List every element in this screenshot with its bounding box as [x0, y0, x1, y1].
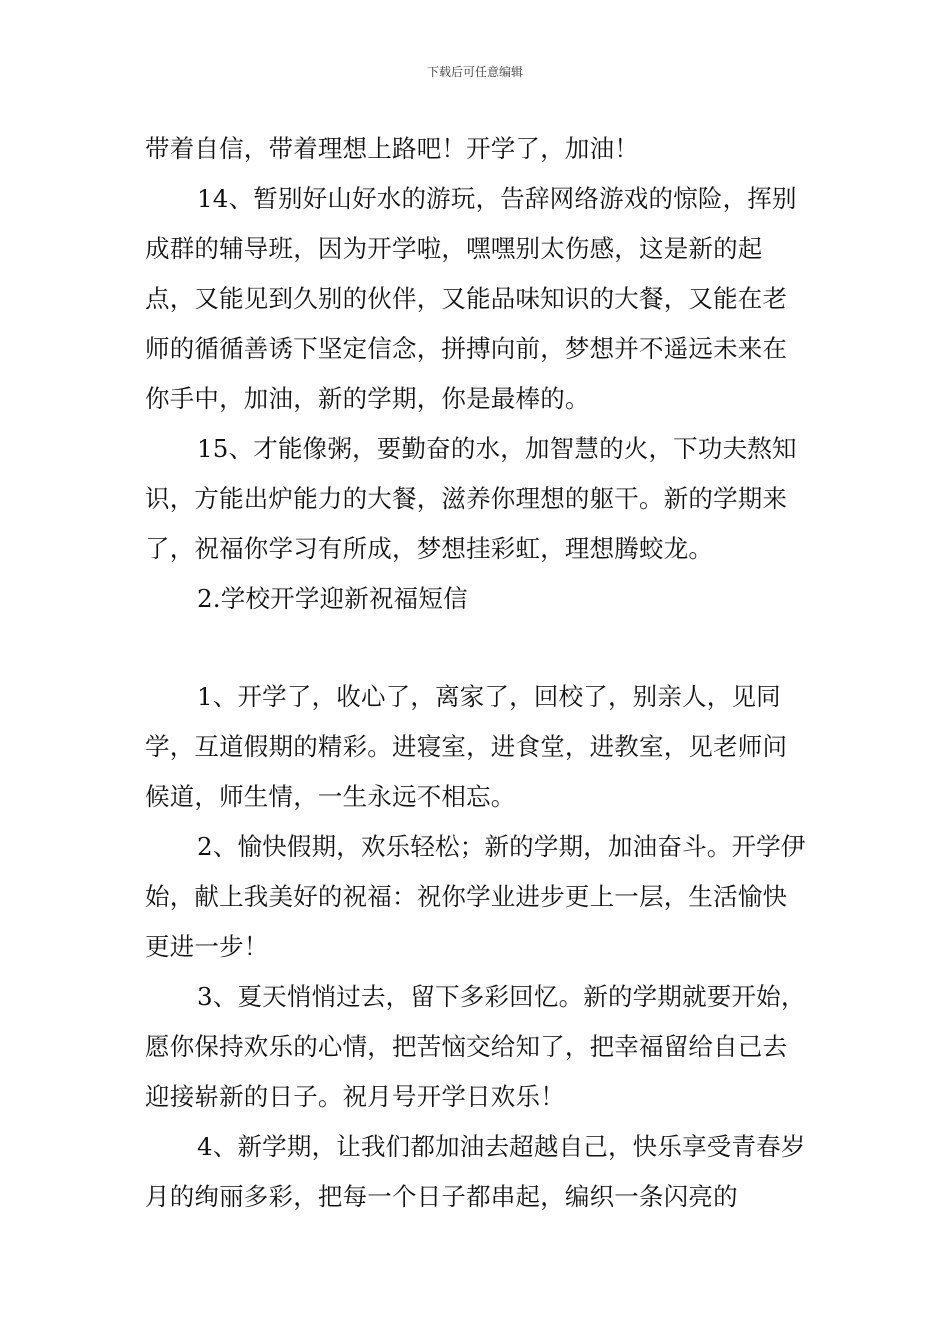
paragraph-item-2: 2、愉快假期，欢乐轻松；新的学期，加油奋斗。开学伊始，献上我美好的祝福：祝你学业进步更上一层，生活愉快更进一步！ — [145, 832, 806, 961]
paragraph-item-3: 3、夏天悄悄过去，留下多彩回忆。新的学期就要开始，愿你保持欢乐的心情，把苦恼交给知了，把幸福留给自己去迎接崭新的日子。祝月号开学日欢乐！ — [145, 982, 806, 1111]
document-body — [145, 124, 810, 1222]
section-heading: 2.学校开学迎新祝福短信 — [197, 584, 468, 613]
paragraph-continuation: 带着自信，带着理想上路吧！开学了，加油！ — [145, 134, 639, 163]
paragraph-item-4: 4、新学期，让我们都加油去超越自己，快乐享受青春岁月的绚丽多彩，把每一个日子都串起，编织一条闪亮的 — [145, 1132, 806, 1211]
page-header-note: 下载后可任意编辑 — [426, 65, 523, 79]
section-spacer — [145, 624, 810, 672]
paragraph-item-15: 15、才能像粥，要勤奋的水，加智慧的火，下功夫熬知识，方能出炉能力的大餐，滋养你理想的躯干。新的学期来了，祝福你学习有所成，梦想挂彩虹，理想腾蛟龙。 — [145, 434, 797, 563]
paragraph-item-1: 1、开学了，收心了，离家了，回校了，别亲人，见同学，互道假期的精彩。进寝室，进食堂，进教室，见老师问候道，师生情，一生永远不相忘。 — [145, 682, 788, 811]
paragraph-item-14: 14、暂别好山好水的游玩，告辞网络游戏的惊险，挥别成群的辅导班，因为开学啦，嘿嘿别太伤感，这是新的起点，又能见到久别的伙伴，又能品味知识的大餐，又能在老师的循循善诱下坚定信念，拼搏向前，梦想并不遥远未来在你手中，加油，新的学期，你是最棒的。 — [145, 184, 797, 413]
